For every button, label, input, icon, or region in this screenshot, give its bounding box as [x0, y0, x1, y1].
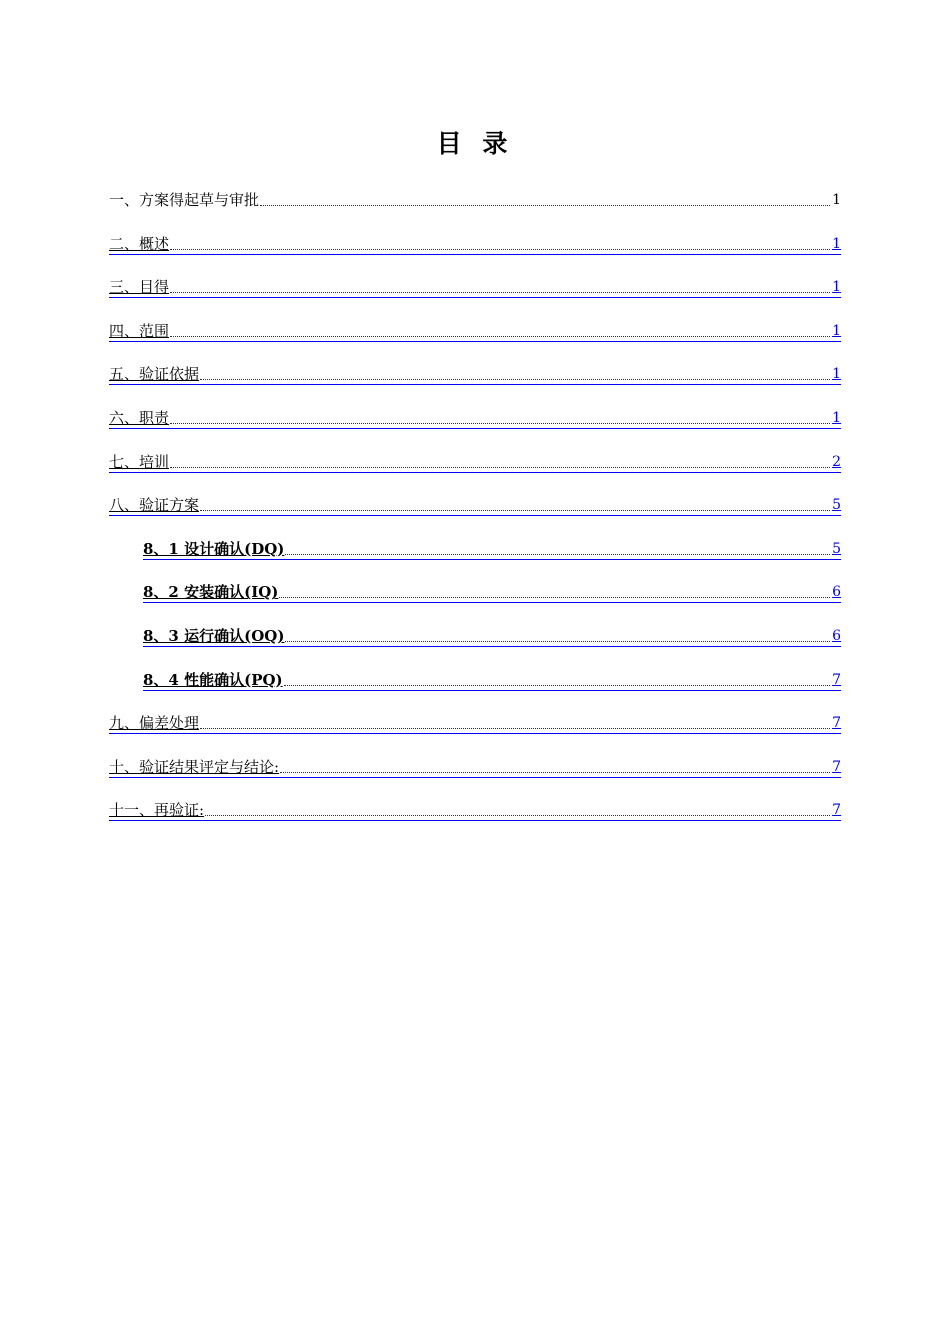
toc-leader-dots	[279, 597, 830, 598]
toc-link-underline	[109, 254, 841, 255]
toc-link-underline	[143, 690, 841, 691]
toc-entry-page-number: 5	[832, 540, 841, 557]
toc-entry-label: 三、目得	[109, 278, 170, 297]
toc-leader-dots	[285, 554, 830, 555]
toc-link-underline	[109, 341, 841, 342]
toc-entry-label: 九、偏差处理	[109, 714, 200, 733]
toc-leader-dots	[205, 815, 830, 816]
toc-entry[interactable]	[109, 397, 841, 428]
toc-leader-dots	[170, 249, 830, 250]
toc-entry-label: 七、培训	[109, 452, 170, 471]
toc-leader-dots	[200, 728, 830, 729]
toc-entry[interactable]	[109, 615, 841, 646]
toc-link-underline	[109, 515, 841, 516]
toc-entry-label: 8、4 性能确认(PQ)	[143, 670, 283, 689]
toc-entry-page-number: 7	[832, 715, 841, 732]
toc-leader-dots	[170, 292, 830, 293]
toc-leader-dots	[280, 772, 830, 773]
toc-entry-label: 十一、再验证:	[109, 801, 205, 820]
toc-leader-dots	[170, 467, 830, 468]
toc-entry-page-number: 1	[832, 192, 841, 208]
toc-entry[interactable]	[109, 789, 841, 820]
toc-entry	[109, 179, 841, 210]
toc-link-underline	[109, 777, 841, 778]
toc-entry[interactable]	[109, 702, 841, 733]
toc-entry-label: 8、1 设计确认(DQ)	[143, 539, 285, 558]
toc-leader-dots	[284, 685, 830, 686]
toc-entry[interactable]	[109, 528, 841, 559]
toc-entry[interactable]	[109, 571, 841, 602]
toc-entry-page-number: 1	[832, 322, 841, 339]
toc-leader-dots	[200, 379, 830, 380]
toc-leader-dots	[170, 336, 830, 337]
toc-entry[interactable]	[109, 746, 841, 777]
toc-entry-label: 8、3 运行确认(OQ)	[143, 626, 285, 645]
toc-entry[interactable]	[109, 310, 841, 341]
toc-entry-label: 八、验证方案	[109, 496, 200, 515]
toc-entry[interactable]	[109, 266, 841, 297]
toc-entry-label: 六、职责	[109, 408, 170, 427]
toc-entry-label: 8、2 安装确认(IQ)	[143, 583, 279, 602]
toc-leader-dots	[200, 510, 830, 511]
toc-leader-dots	[260, 205, 830, 206]
toc-leader-dots	[285, 641, 830, 642]
toc-entry[interactable]	[109, 659, 841, 690]
toc-link-underline	[143, 602, 841, 603]
toc-entry[interactable]	[109, 484, 841, 515]
toc-title: 目 录	[436, 129, 514, 158]
toc-link-underline	[109, 733, 841, 734]
table-of-contents	[109, 179, 841, 833]
toc-link-underline	[109, 820, 841, 821]
toc-entry-page-number: 6	[832, 627, 841, 644]
toc-link-underline	[143, 559, 841, 560]
toc-entry-page-number: 1	[832, 235, 841, 252]
toc-entry[interactable]	[109, 441, 841, 472]
toc-entry-page-number: 1	[832, 366, 841, 383]
toc-entry-label: 二、概述	[109, 234, 170, 253]
toc-entry-label: 一、方案得起草与审批	[109, 191, 260, 209]
toc-link-underline	[143, 646, 841, 647]
toc-link-underline	[109, 297, 841, 298]
toc-entry[interactable]	[109, 353, 841, 384]
toc-entry[interactable]	[109, 223, 841, 254]
toc-entry-label: 十、验证结果评定与结论:	[109, 757, 280, 776]
toc-entry-page-number: 1	[832, 279, 841, 296]
toc-entry-page-number: 1	[832, 409, 841, 426]
toc-link-underline	[109, 428, 841, 429]
toc-leader-dots	[170, 423, 830, 424]
toc-link-underline	[109, 472, 841, 473]
toc-entry-page-number: 5	[832, 497, 841, 514]
toc-entry-page-number: 6	[832, 584, 841, 601]
toc-entry-label: 五、验证依据	[109, 365, 200, 384]
toc-entry-page-number: 7	[832, 758, 841, 775]
toc-entry-label: 四、范围	[109, 321, 170, 340]
toc-entry-page-number: 7	[832, 802, 841, 819]
toc-link-underline	[109, 384, 841, 385]
toc-entry-page-number: 7	[832, 671, 841, 688]
toc-entry-page-number: 2	[832, 453, 841, 470]
